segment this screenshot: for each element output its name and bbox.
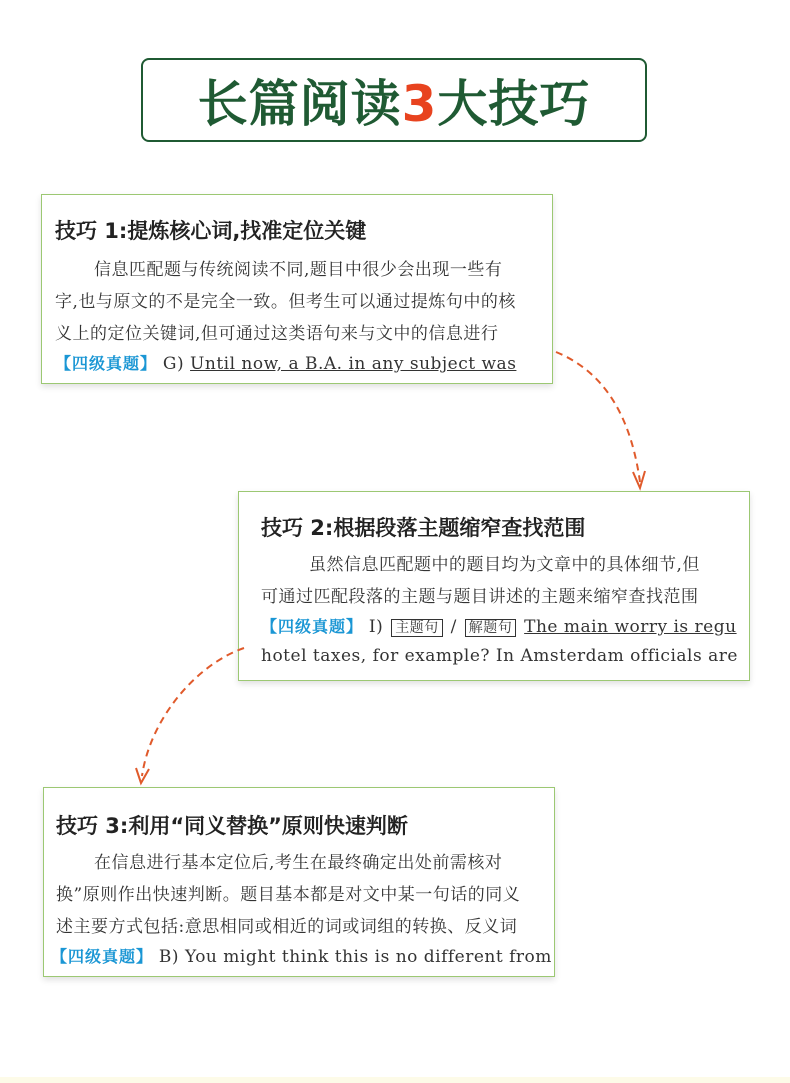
arrow-1-to-2	[556, 352, 640, 482]
tip-2-example-prefix: I)	[368, 617, 384, 637]
title-accent-number: 3	[401, 75, 438, 133]
title-main: 长篇阅读	[197, 75, 402, 133]
tip-1-line-3: 义上的定位关键词,但可通过这类语句来与文中的信息进行	[55, 324, 499, 344]
tip-1-example-prefix: G)	[162, 354, 185, 374]
tip-1-example-text: Until now, a B.A. in any subject was	[190, 354, 517, 374]
arrow-2-to-3	[142, 648, 244, 776]
tip-2-line-2: 可通过匹配段落的主题与题目讲述的主题来缩窄查找范围	[261, 587, 699, 607]
tip-2-line-after: hotel taxes, for example? In Amsterdam officials are	[261, 646, 738, 666]
tip-1-tag: 【四级真题】	[55, 354, 158, 373]
tip-2-heading: 技巧 2:根据段落主题缩窄查找范围	[261, 516, 586, 540]
answer-sentence-box: 解题句	[465, 619, 517, 637]
bottom-strip	[0, 1077, 790, 1083]
tip-3-example-text: You might think this is no different from	[184, 947, 552, 967]
tip-1-line-1: 信息匹配题与传统阅读不同,题目中很少会出现一些有	[94, 260, 503, 280]
tip-2-line-1: 虽然信息匹配题中的题目均为文章中的具体细节,但	[309, 555, 700, 575]
tip-3-heading: 技巧 3:利用“同义替换”原则快速判断	[56, 814, 408, 838]
tip-2-example-text: The main worry is regu	[524, 617, 737, 637]
tip-1-line-2: 字,也与原文的不是完全一致。但考生可以通过提炼句中的核	[55, 292, 516, 312]
tip-3-tag: 【四级真题】	[51, 947, 154, 966]
tip-3-line-1: 在信息进行基本定位后,考生在最终确定出处前需核对	[94, 853, 503, 873]
tip-1-heading: 技巧 1:提炼核心词,找准定位关键	[55, 219, 367, 243]
tip-3-line-2: 换”原则作出快速判断。题目基本都是对文中某一句话的同义	[56, 885, 521, 905]
topic-sentence-box: 主题句	[391, 619, 443, 637]
tip-2-separator: /	[450, 617, 457, 637]
title-tail: 大技巧	[437, 75, 591, 133]
tip-2-tag: 【四级真题】	[261, 617, 364, 636]
tip-3-example-prefix: B)	[158, 947, 180, 967]
tip-3-line-3: 述主要方式包括:意思相同或相近的词或词组的转换、反义词	[56, 917, 518, 937]
